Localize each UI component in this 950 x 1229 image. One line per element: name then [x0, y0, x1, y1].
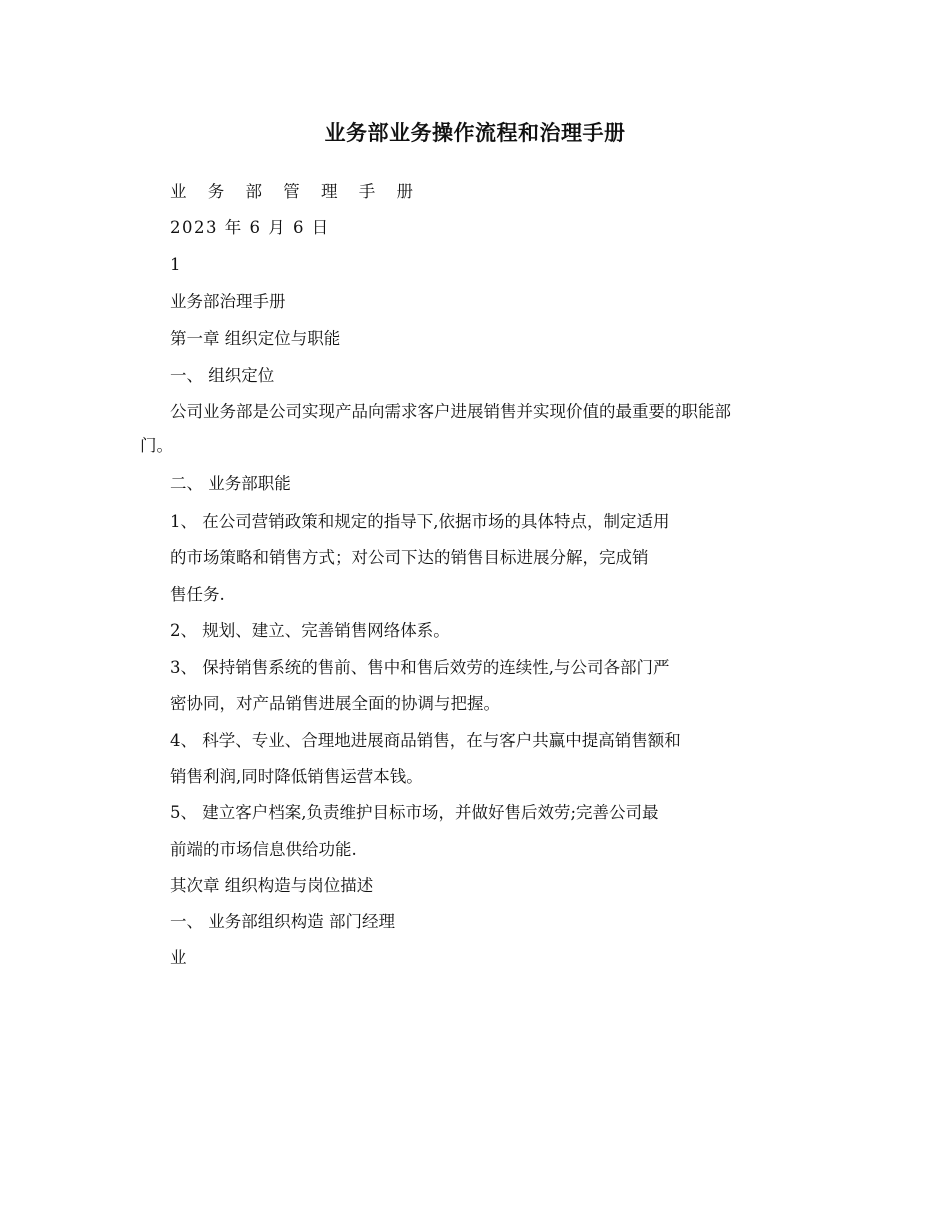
item-4-line-1: 4、 科学、专业、合理地进展商品销售，在与客户共赢中提高销售额和 [170, 731, 681, 750]
item-3-line-1: 3、 保持销售系统的售前、售中和售后效劳的连续性,与公司各部门严 [170, 658, 670, 677]
trailing-text: 业 [170, 948, 187, 967]
subsection-2-heading: 二、 业务部职能 [170, 474, 291, 493]
item-5-line-2: 前端的市场信息供给功能. [170, 840, 357, 859]
date-line: 2023 年 6 月 6 日 [170, 218, 330, 237]
item-3-line-2: 密协同，对产品销售进展全面的协调与把握。 [170, 694, 500, 713]
paragraph-positioning-line-1: 公司业务部是公司实现产品向需求客户进展销售并实现价值的最重要的职能部 [170, 402, 731, 421]
page-number: 1 [170, 255, 181, 274]
chapter-2-subsection-1: 一、 业务部组织构造 部门经理 [170, 912, 395, 931]
item-1-line-1: 1、 在公司营销政策和规定的指导下,依据市场的具体特点，制定适用 [170, 512, 670, 531]
chapter-2-heading: 其次章 组织构造与岗位描述 [170, 876, 374, 895]
item-4-line-2: 销售利润,同时降低销售运营本钱。 [170, 767, 423, 786]
subsection-1-heading: 一、 组织定位 [170, 366, 275, 385]
item-5-line-1: 5、 建立客户档案,负责维护目标市场，并做好售后效劳;完善公司最 [170, 803, 659, 822]
paragraph-positioning-line-2: 门。 [140, 436, 173, 455]
item-2-line-1: 2、 规划、建立、完善销售网络体系。 [170, 621, 450, 640]
document-title: 业务部业务操作流程和治理手册 [324, 120, 626, 145]
item-1-line-3: 售任务. [170, 585, 225, 604]
chapter-1-heading: 第一章 组织定位与职能 [170, 329, 341, 348]
subtitle-manual: 业 务 部 管 理 手 册 [170, 182, 421, 201]
section-heading-manual: 业务部治理手册 [170, 292, 286, 311]
item-1-line-2: 的市场策略和销售方式；对公司下达的销售目标进展分解，完成销 [170, 548, 649, 567]
